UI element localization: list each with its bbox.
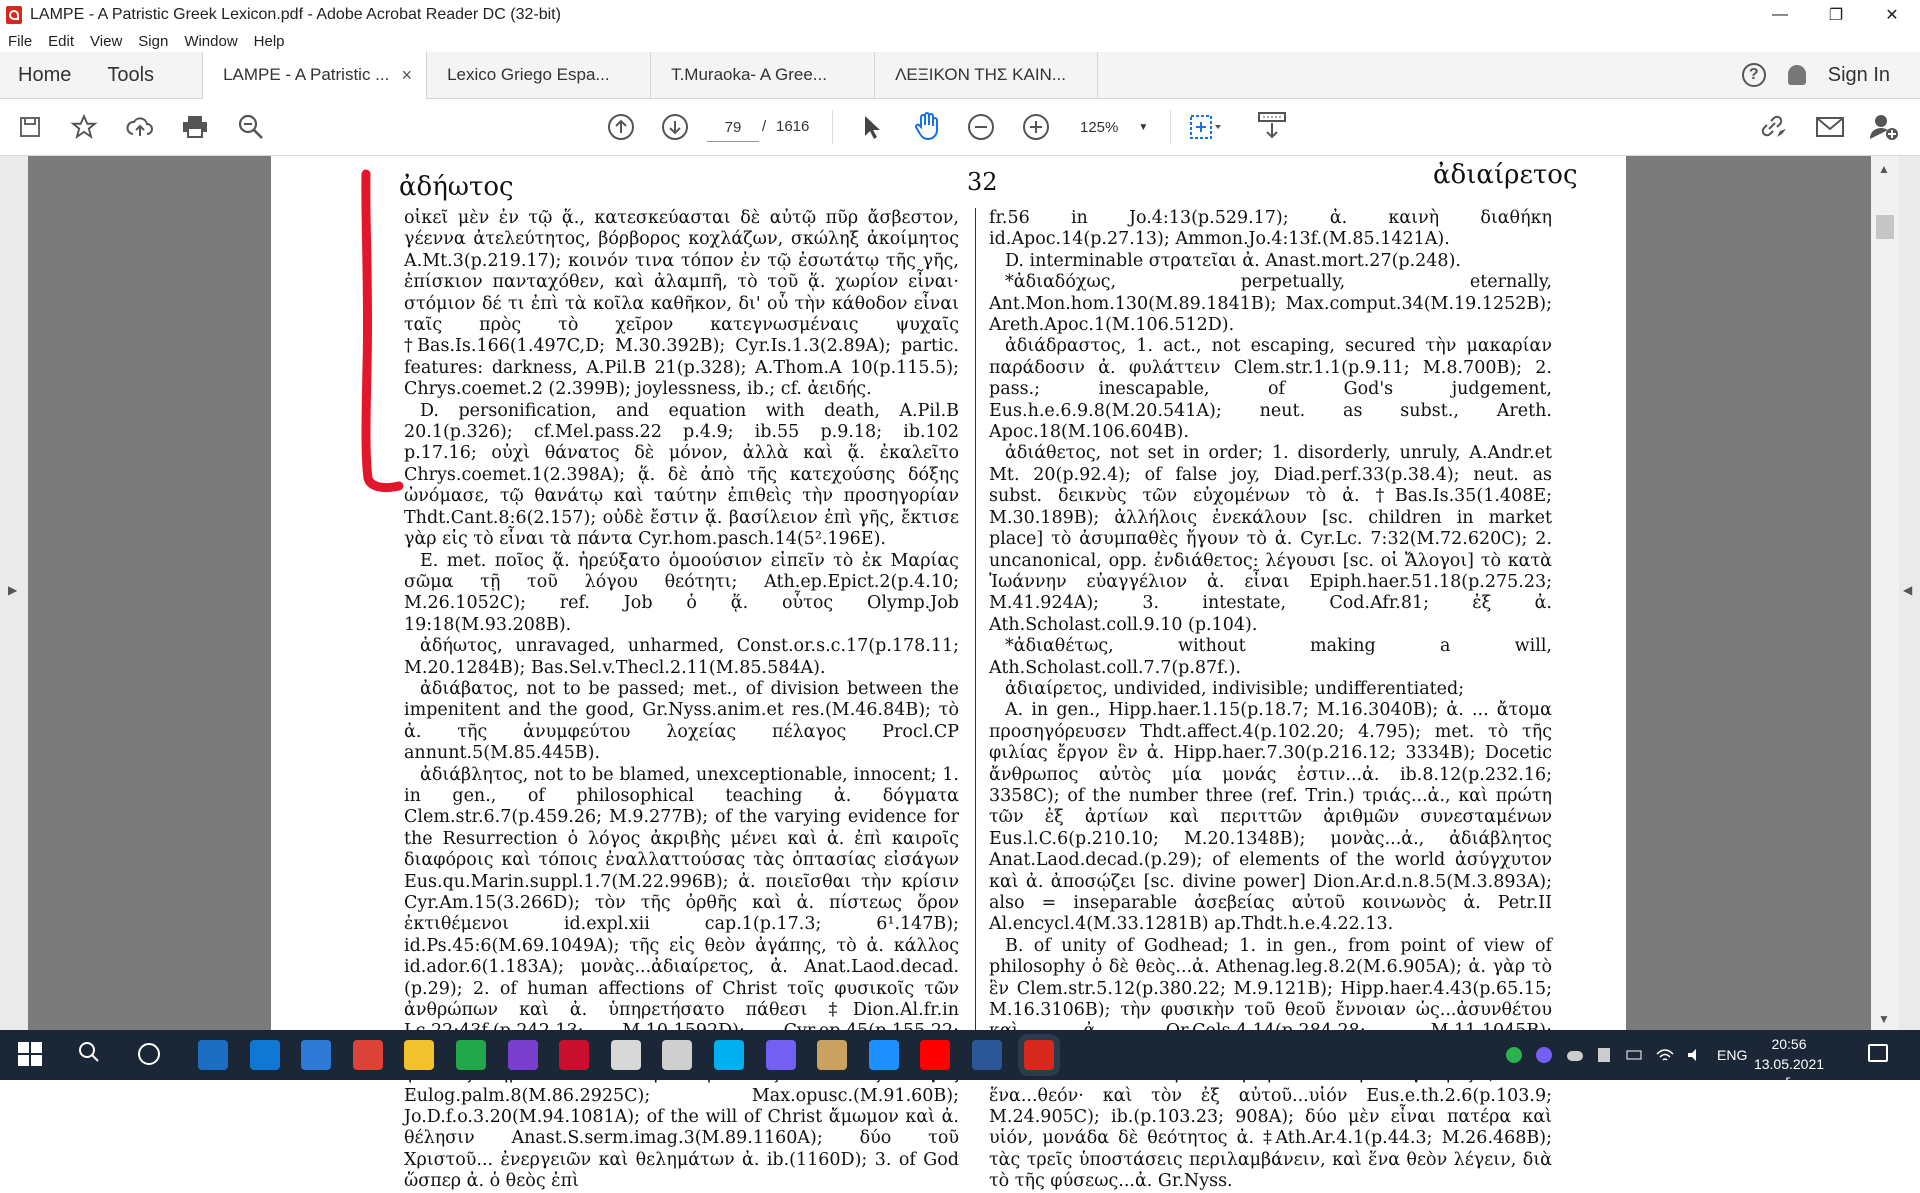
task-view-icon[interactable] — [138, 1043, 160, 1065]
taskbar-delta-icon[interactable] — [662, 1040, 692, 1070]
tray-volume-icon[interactable] — [1685, 1046, 1705, 1067]
document-tab[interactable] — [426, 52, 650, 98]
document-tab-label: ΛΕΞΙΚΟΝ ΤΗΣ ΚΑΙΝ... — [895, 65, 1067, 84]
entry-paragraph: ἀδιάδραστος, 1. act., not escaping, secured τὴν μακαρίαν παράδοσιν ἀ. φυλάττειν Clem.str.1.1(p.9.11; M.8.700B); 2. pass.; inescapable, of God's judgement, Eus.h.e.6.9.8(M.20.541A); neut. as subst., Areth. Apoc.18(M.106.604B). — [989, 336, 1552, 443]
taskbar-photo-icon[interactable] — [817, 1040, 847, 1070]
menu-help[interactable]: Help — [253, 32, 285, 50]
taskbar-chrome-icon[interactable] — [353, 1040, 383, 1070]
fit-page-icon[interactable] — [1192, 113, 1220, 141]
taskbar-alpha-icon[interactable] — [456, 1040, 486, 1070]
window-controls — [1752, 0, 1920, 30]
document-tab-label: Lexico Griego Espa... — [447, 65, 610, 84]
document-tab[interactable] — [202, 52, 426, 99]
entry-paragraph: fr.56 in Jo.4:13(p.529.17); ἀ. καινὴ διαθήκη id.Apoc.14(p.27.13); Ammon.Jo.4:13f.(M.85.1421A). — [989, 208, 1552, 250]
restore-button[interactable]: ❐ — [1828, 7, 1844, 24]
minimize-button[interactable]: — — [1772, 6, 1788, 23]
tray-shield-icon[interactable] — [1595, 1046, 1613, 1067]
taskbar-mail-icon[interactable] — [250, 1040, 280, 1070]
upload-cloud-icon[interactable] — [126, 113, 154, 141]
title-bar — [0, 0, 1920, 30]
running-headword-right: ἀδιαίρετος — [1433, 160, 1578, 190]
entry-paragraph: οἰκεῖ μὲν ἐν τῷ ᾅ., κατεσκεύασται δὲ αὐτῷ πῦρ ἄσβεστον, γέεννα ἀτελεύτητος, βόρβορος κοχλάζων, σκώληξ ἀκοίμητος A.Mt.3(p.219.17); κοινόν τινα τόπον ἐν τῷ ἐσωτάτῳ τῆς γῆς, ἐπίσκιον πανταχόθεν, καὶ ἀλαμπῆ, τὸ τοῦ ᾅ. χωρίον εἶναι· στόμιον δέ τι ἐπὶ τὰ κοῖλα καθῆκον, δι' οὗ τὴν κάθοδον εἶναι ταῖς πρὸς τὸ χεῖρον κατεγνωσμέναις ψυχαῖς †Bas.Is.166(1.497C,D; M.30.392B); Cyr.Is.1.3(2.89A); partic. features: darkness, A.Pil.B 21(p.328); A.Thom.A 10(p.115.5); Chrys.coemet.2 (2.399B); joylessness, ib.; cf. ἀειδής. — [404, 208, 959, 400]
close-window-button[interactable]: ✕ — [1885, 7, 1899, 24]
search-zoom-icon[interactable] — [237, 113, 265, 141]
language-indicator[interactable]: ENG — [1717, 1047, 1748, 1063]
pdf-page — [271, 156, 1626, 1192]
taskbar-tasks-icon[interactable] — [301, 1040, 331, 1070]
scroll-down-icon[interactable]: ▼ — [1878, 1012, 1890, 1026]
clock-date[interactable]: 13.05.2021 г. — [1753, 1056, 1825, 1088]
tray-green-check-icon[interactable] — [1505, 1046, 1523, 1067]
zoom-level-dropdown[interactable] — [1080, 113, 1160, 141]
tab-home[interactable]: Home — [18, 63, 72, 86]
tray-wifi-icon[interactable] — [1655, 1046, 1675, 1067]
page-number-input[interactable]: 79 — [707, 113, 759, 142]
select-pointer-icon[interactable] — [858, 113, 886, 141]
entry-paragraph: D. personification, and equation with death, A.Pil.B 20.1(p.326); cf.Mel.pass.22 p.4.9; ib.55 p.9.18; ib.102 p.17.16; οὐχὶ θάνατος δὲ μόνον, ἀλλὰ καὶ ᾅ. ἐκαλεῖτο Chrys.coemet.1(2.398A); ᾅ. δὲ ἀπὸ τῆς κατεχούσης δόξης ὠνόμασε, τῷ θανάτῳ καὶ ταύτην ἐπιθεὶς τὴν προσηγορίαν Thdt.Cant.8:6(2.157); οὐδὲ ἔστιν ᾅ. βασίλειον ἐπὶ γῆς, ἔκτισε γὰρ εἰς τὸ εἶναι τὰ πάντα Cyr.hom.pasch.14(5².196E). — [404, 400, 959, 550]
document-tab[interactable] — [874, 52, 1098, 98]
taskbar-outlook-icon[interactable] — [198, 1040, 228, 1070]
windows-start-icon[interactable] — [18, 1042, 42, 1066]
page-separator: / — [762, 118, 767, 135]
scrollbar-thumb[interactable] — [1876, 215, 1894, 239]
menu-file[interactable]: File — [8, 32, 33, 50]
entry-paragraph: *ἀδιαθέτως, without making a will, Ath.Scholast.coll.7.7(p.87f.). — [989, 636, 1552, 678]
tab-close-icon[interactable]: × — [401, 64, 413, 85]
taskbar-explorer-icon[interactable] — [404, 1040, 434, 1070]
toolbar — [0, 99, 1920, 156]
printed-page-number: 32 — [967, 168, 998, 196]
sign-in-button[interactable]: Sign In — [1827, 63, 1890, 86]
share-link-icon[interactable] — [1760, 113, 1788, 141]
tray-cloud-icon[interactable] — [1565, 1046, 1585, 1067]
expand-right-panel-icon[interactable]: ◀ — [1903, 583, 1913, 597]
help-icon[interactable]: ? — [1742, 63, 1766, 87]
entry-paragraph: *ἀδιαδόχως, perpetually, eternally, Ant.Mon.hom.130(M.89.1841B); Max.comput.34(M.19.1252B); Areth.Apoc.1(M.106.512D). — [989, 272, 1552, 336]
red-annotation-mark — [271, 156, 391, 516]
expand-left-panel-icon[interactable]: ▶ — [8, 583, 18, 597]
notifications-bell-icon[interactable] — [1788, 65, 1806, 85]
taskbar-word-icon[interactable] — [972, 1040, 1002, 1070]
bookmark-star-icon[interactable] — [70, 113, 98, 141]
previous-page-icon[interactable] — [607, 113, 635, 141]
entry-paragraph: ἀδιάβατος, not to be passed; met., of division between the impenitent and the good, Gr.Nyss.anim.et res.(M.46.84B); τὸ ἀ. τῆς ἀνυμφεύτου λοχείας πέλαγος Procl.CP annunt.5(M.85.445B). — [404, 678, 959, 764]
entry-paragraph: D. interminable στρατεῖαι ἀ. Anast.mort.27(p.248). — [1005, 250, 1461, 271]
taskbar-snip-icon[interactable] — [869, 1040, 899, 1070]
taskbar-glossary-icon[interactable] — [611, 1040, 641, 1070]
taskbar-acrobat-icon[interactable] — [1024, 1040, 1054, 1070]
menu-sign[interactable]: Sign — [138, 32, 169, 50]
entry-paragraph: ἀδιάβλητος, not to be blamed, unexceptionable, innocent; 1. in gen., of philosophical teaching ἀ. δόγματα Clem.str.6.7(p.459.26; M.9.277B); of the varying evidence for the Resurrection ὁ λόγος ἀκριβὴς μένει καὶ ἀ. ἐπὶ καιροῖς διαφόροις καὶ τόποις ἐναλλαττούσας τὰς ὀπτασίας εἰσάγων Eus.qu.Marin.suppl.1.7(M.22.996B); ἀ. ποιεῖσθαι τὴν κρίσιν Cyr.Am.15(3.266D); τὸν τῆς ὀρθῆς καὶ ἀ. πίστεως ὅρον ἐκτιθέμενοι id.expl.xii cap.1(p.17.3; 6¹.147B); id.Ps.45:6(M.69.1049A); τῆς εἰς θεὸν ἀγάπης, τὸ ἀ. κάλλος id.ador.6(1.183A); μονὰς...ἀδιαίρετος, ἀ. Anat.Laod.decad.(p.29); 2. of human affections of Christ τοῖς φυσικοῖς τῶν ἀνθρώπων καὶ ἀ. ὑπηρετήσατο πάθεσι ‡Dion.Al.fr.in Eulog.palm.8(M.86.2925C); Max.opusc.(M.91.60B); Jo.D.f.o.3.20(M.94.1081A); of the will of Christ ἄμωμον καὶ ἀ. θέλησιν Anast.S.serm.imag.3(M.89.1160A); δύο τοῦ Χριστοῦ... ἐνεργειῶν καὶ θελημάτων ἀ. ib.(1160D); 3. of God ὥσπερ ἀ. ὁ θεὸς ἐπὶ — [404, 764, 959, 1192]
zoom-level-value: 125% — [1080, 118, 1119, 136]
total-pages: 1616 — [776, 118, 810, 135]
taskbar-youtube-icon[interactable] — [920, 1040, 950, 1070]
taskbar-skype-icon[interactable] — [714, 1040, 744, 1070]
tab-tools[interactable]: Tools — [107, 63, 155, 86]
taskbar-search-icon[interactable] — [78, 1041, 100, 1069]
chevron-down-icon: ▼ — [1138, 121, 1149, 133]
entry-paragraph: E. met. ποῖος ᾅ. ἠρεύξατο ὁμοούσιον εἰπεῖν τὸ ἐκ Μαρίας σῶμα τῇ τοῦ λόγου θεότητι; Ath.ep.Epict.2(p.4.10; M.26.1052C); ref. Job ὁ ᾅ. οὗτος Olymp.Job 19:18(M.93.208B). — [404, 550, 959, 635]
menu-view[interactable]: View — [90, 32, 123, 50]
tab-bar-right — [1742, 52, 1920, 98]
menu-edit[interactable]: Edit — [48, 32, 75, 50]
tray-viber-icon[interactable] — [1535, 1046, 1553, 1067]
document-tab-label: T.Muraoka- A Gree... — [671, 65, 827, 84]
clock-time[interactable]: 20:56 — [1771, 1036, 1807, 1052]
vertical-scrollbar[interactable] — [1871, 156, 1899, 1030]
entry-paragraph: ἀδιαίρετος, undivided, indivisible; undifferentiated; — [1005, 678, 1465, 699]
add-user-icon[interactable] — [1870, 113, 1898, 141]
document-tab-label: LAMPE - A Patristic ... — [223, 65, 390, 84]
save-icon[interactable] — [16, 113, 44, 141]
toolbar-divider — [832, 110, 833, 144]
entry-paragraph: ἀδήωτος, unravaged, unharmed, Const.or.s.c.17(p.178.11; M.20.1284B); Bas.Sel.v.Thecl.2.11(M.85.584A). — [404, 636, 959, 678]
tray-battery-icon[interactable] — [1625, 1046, 1645, 1067]
hand-tool-icon[interactable] — [913, 112, 941, 140]
next-page-icon[interactable] — [661, 113, 689, 141]
zoom-in-icon[interactable] — [1022, 113, 1050, 141]
toolbar-divider — [1170, 110, 1171, 144]
taskbar-viber-icon[interactable] — [766, 1040, 796, 1070]
scroll-mode-icon[interactable] — [1258, 112, 1286, 140]
scroll-up-icon[interactable]: ▲ — [1878, 162, 1890, 176]
document-tab[interactable] — [650, 52, 874, 98]
running-headword-left: ἀδήωτος — [399, 172, 514, 202]
email-icon[interactable] — [1816, 113, 1844, 141]
entry-paragraph: A. in gen., Hipp.haer.1.15(p.18.7; M.16.3040B); ἀ. ... ἄτομα προσηγόρευσεν Thdt.affect.4(p.102.20; 4.795); met. τὸ τῆς φιλίας ἔργον ἓν ἀ. Hipp.haer.7.30(p.216.12; 3334B); Docetic ἄνθρωπος αὐτὸς μία μονάς ἐστιν...ἀ. ib.8.12(p.232.16; 3358C); of the number three (ref. Trin.) τριάς...ἀ., καὶ πρώτη τῶν ἐξ ἀρτίων καὶ περιττῶν ἀριθμῶν συνεσταμένων Eus.l.C.6(p.210.10; M.20.1348B); μονὰς...ἀ., ἀδιάβλητος Anat.Laod.decad.(p.29); of elements of the world ἀσύγχυτον καὶ ἀ. ἀποσῴζει [sc. divine power] Dion.Ar.d.n.8.5(M.3.893A); also = inseparable ἀσεβείας αὐτοῦ κοινωνὸς ἀ. Petr.II Al.encycl.4(M.33.1281B) ap.Thdt.h.e.4.22.13. — [989, 700, 1552, 935]
zoom-out-icon[interactable] — [967, 113, 995, 141]
window-title: LAMPE - A Patristic Greek Lexicon.pdf - Adobe Acrobat Reader DC (32-bit) — [30, 6, 561, 23]
menu-window[interactable]: Window — [184, 32, 238, 50]
entry-paragraph: ἀδιάθετος, not set in order; 1. disorderly, unruly, A.Andr.et Mt. 20(p.92.4); of false joy, Diad.perf.33(p.38.4); neut. as subst. δεικνὺς τῶν εὐχομένων τὸ ἀ. †Bas.Is.35(1.408E; M.30.189B); ἀλλήλοις ἐνεκάλουν [sc. children in market place] τὸ ἀσυμπαθὲς ἤγουν τὸ ἀ. Cyr.Lc. 7:32(M.72.620C); 2. uncanonical, opp. ἐνδιάθετος: λέγουσι [sc. οἱ Ἄλογοι] τὸ κατὰ Ἰωάννην εὐαγγέλιον ἀ. εἶναι Epiph.haer.51.18(p.275.23; M.41.924A); 3. intestate, Cod.Afr.81; ἐξ ἀ. Ath.Scholast.coll.9.10 (p.104). — [989, 443, 1552, 635]
tab-bar — [0, 52, 1920, 99]
action-center-icon[interactable] — [1868, 1044, 1888, 1062]
column-divider — [975, 208, 976, 1030]
menu-bar — [0, 30, 1920, 52]
taskbar-colored-icon[interactable] — [508, 1040, 538, 1070]
print-icon[interactable] — [181, 113, 209, 141]
taskbar-uk-flag-icon[interactable] — [559, 1040, 589, 1070]
entry-paragraph: B. of unity of Godhead; 1. in gen., from point of view of philosophy ὁ δὲ θεὸς...ἀ. Athenag.leg.8.2(M.6.905A); ἀ. γὰρ τὸ ἓν Clem.str.5.12(p.380.22; M.9.121B); Hipp.haer.4.43(p.65.15; M.16.3106B); τὴν φυσικὴν τοῦ θεοῦ ἔννοιαν ὡς...ἀσυνθέτου ἕνα...θεόν· καὶ τὸν ἐξ αὐτοῦ...υἱόν Eus.e.th.2.6(p.103.9; M.24.905C); ib.(p.103.23; 908A); δύο μὲν εἶναι πατέρα καὶ υἱόν, μονάδα δὲ θεότητος ἀ. ‡Ath.Ar.4.1(p.44.3; M.26.468B); τὰς τρεῖς ὑποστάσεις περιλαμβάνειν, καὶ ἕνα θεὸν λέγειν, διὰ τὸ τῆς φύσεως...ἀ. Gr.Nyss. — [989, 935, 1552, 1192]
acrobat-app-icon — [6, 6, 22, 24]
